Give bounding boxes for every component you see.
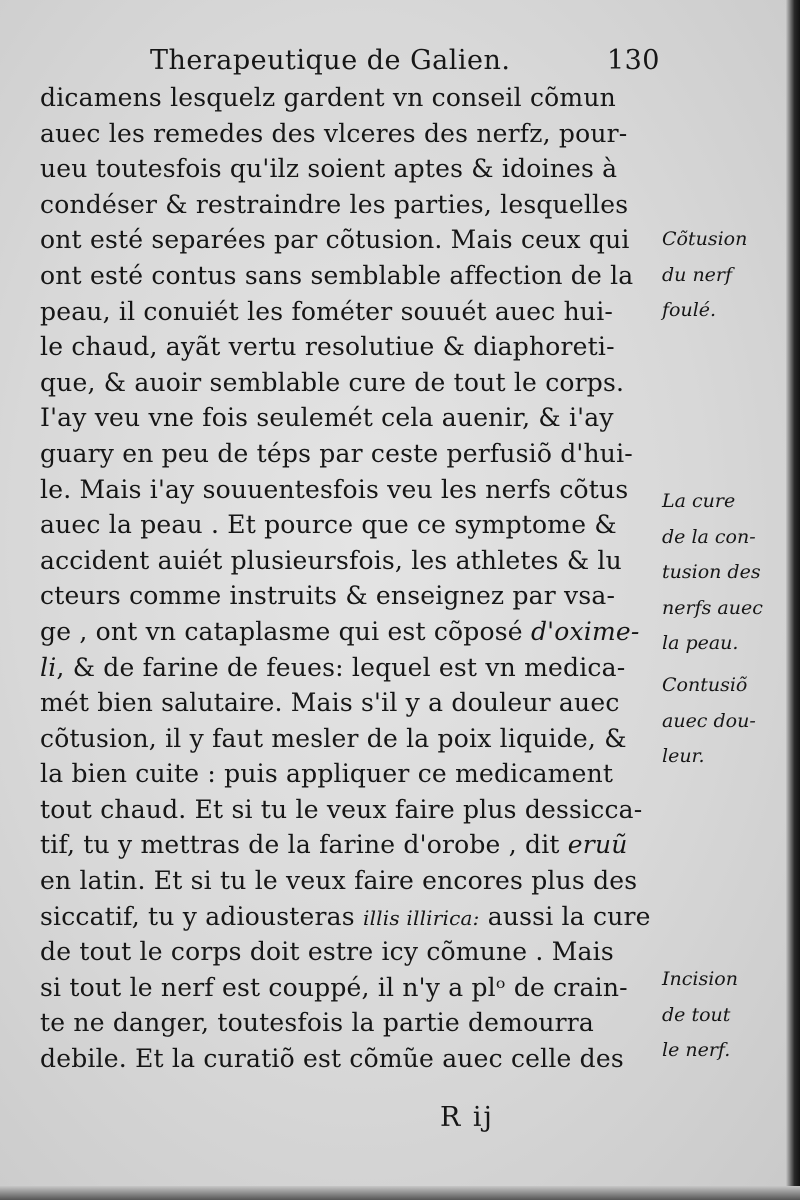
text-line: ueu toutesfois qu'ilz soient aptes & idoines à [40,154,618,184]
italic-term: d'oxime- [530,616,640,646]
text-line: le chaud, ayãt vertu resolutiue & diaphoreti- [40,332,615,362]
text-line: li, & de farine de feues: lequel est vn medica- [40,652,626,682]
text-line: ont esté contus sans semblable affection de la [40,260,634,290]
text-line: guary en peu de téps par ceste perfusiõ d'hui- [40,438,633,468]
italic-term: illis illirica: [362,905,480,930]
text-line: condéser & restraindre les parties, lesquelles [40,189,629,219]
italic-term: li [40,652,57,682]
margin-note: Incision de tout le nerf. [662,968,738,1062]
running-title: Therapeutique de Galien. [150,45,511,76]
page-number: 130 [606,45,660,76]
text-line: dicamens lesquelz gardent vn conseil cõmun [40,83,616,112]
text-line: auec les remedes des vlceres des nerfz, pour- [40,118,628,148]
margin-note: Cõtusion du nerf foulé. [662,228,748,322]
text-line: cõtusion, il y faut mesler de la poix liquide, & [40,723,627,753]
text-line: tout chaud. Et si tu le veux faire plus dessicca- [40,794,643,824]
main-text-block [40,80,660,1077]
text-line: debile. Et la curatiõ est cõmũe auec celle des [40,1044,624,1074]
text-line: la bien cuite : puis appliquer ce medicament [40,759,614,789]
text-line: auec la peau . Et pource que ce symptome & [40,510,617,540]
margin-note: Contusiõ auec dou- leur. [662,674,756,768]
text-line: mét bien salutaire. Mais s'il y a douleur auec [40,688,620,718]
text-line: en latin. Et si tu le veux faire encores plus des [40,866,638,896]
page-bottom-edge [0,1186,800,1200]
page-edge-shadow [786,0,800,1200]
text-line: accident auiét plusieursfois, les athletes & lu [40,545,622,575]
text-line: siccatif, tu y adiousteras illis illirica: aussi la cure [40,901,651,931]
margin-note: La cure de la con- tusion des nerfs auec la peau. [662,490,763,655]
text-line: de tout le corps doit estre icy cõmune . Mais [40,937,614,967]
text-line: te ne danger, toutesfois la partie demourra [40,1008,595,1038]
italic-term: eruũ [567,830,628,860]
text-line: le. Mais i'ay souuentesfois veu les nerfs cõtus [40,474,629,504]
text-line: ge , ont vn cataplasme qui est cõposé d'oxime- [40,616,640,646]
text-line: ont esté separées par cõtusion. Mais ceux qui [40,225,630,255]
text-line: I'ay veu vne fois seulemét cela auenir, & i'ay [40,403,614,433]
text-line: peau, il conuiét les fométer souuét auec hui- [40,296,614,326]
text-line: cteurs comme instruits & enseignez par vsa- [40,581,616,611]
text-line: que, & auoir semblable cure de tout le corps. [40,367,625,397]
text-line: si tout le nerf est couppé, il n'y a plᵒ de crain- [40,972,628,1002]
signature-mark: R ij [440,1102,494,1133]
text-line: tif, tu y mettras de la farine d'orobe , dit eruũ [40,830,628,860]
running-head [150,42,660,80]
